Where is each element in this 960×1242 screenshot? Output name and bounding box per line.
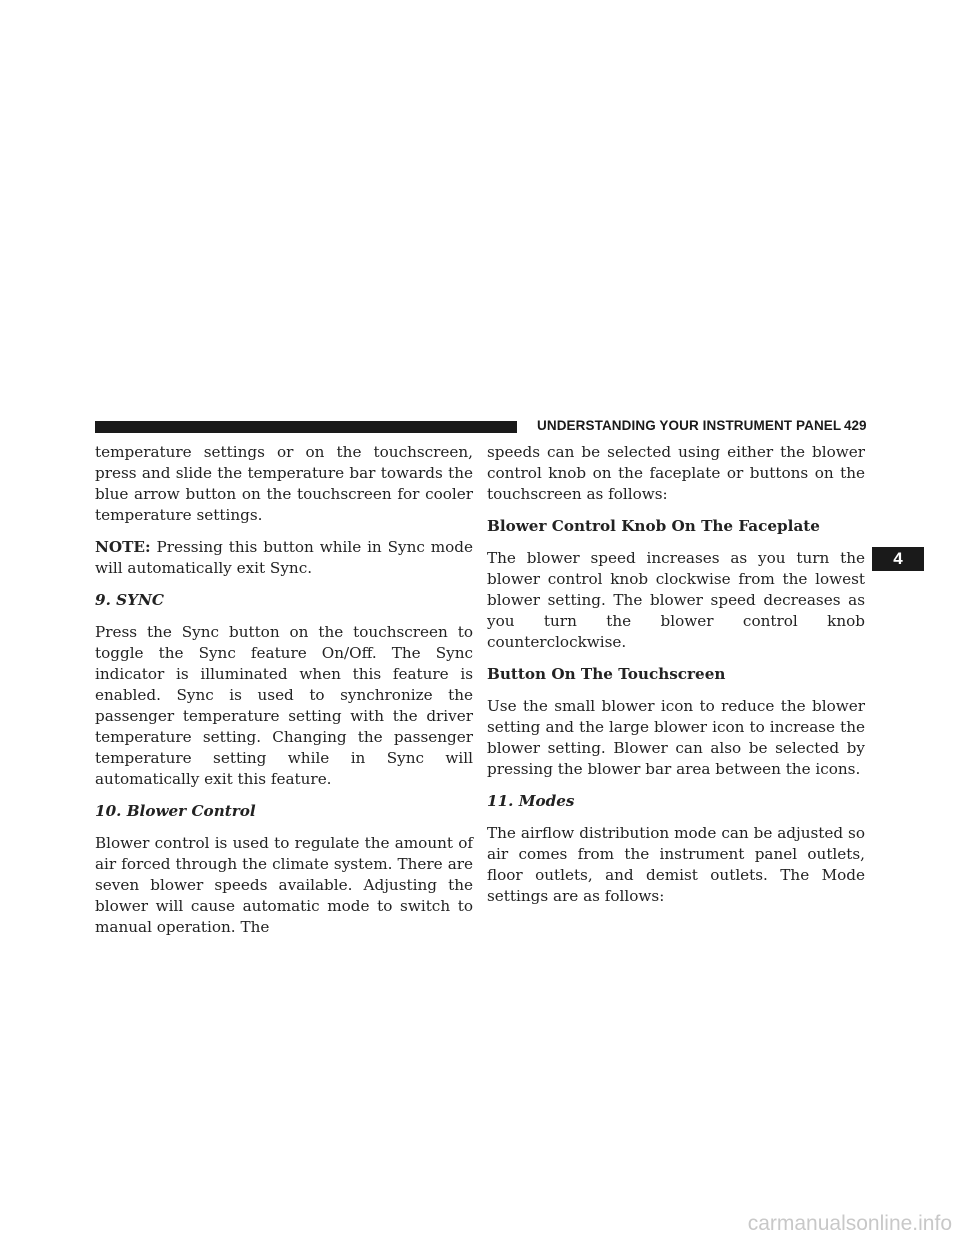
paragraph-blower-knob: The blower speed increases as you turn the blower control knob clockwise from the lowest blower setting. The blower speed decreases as you turn the blower control knob counterclockwise. [487,549,865,651]
heading-blower-control: 10. Blower Control [95,802,256,820]
watermark-text: carmanualsonline.info [747,1212,952,1235]
note-paragraph [95,537,473,579]
chapter-tab: 4 [872,547,924,571]
left-column [95,442,473,949]
note-text: Pressing this button while in Sync mode will automatically exit Sync. [95,538,473,577]
header-rule [95,421,517,433]
paragraph-modes: The airflow distribution mode can be adjusted so air comes from the instrument panel outlets, floor outlets, and demist outlets. The Mode settings are as follows: [487,824,865,905]
paragraph-blower-control: Blower control is used to regulate the amount of air forced through the climate system. There are seven blower speeds available. Adjusting the blower will cause automatic mode to switch to manual operation. The [95,834,473,936]
paragraph-temperature-continued: temperature settings or on the touchscreen, press and slide the temperature bar towards the blue arrow button on the touchscreen for cooler temperature settings. [95,443,473,524]
heading-modes: 11. Modes [487,792,575,810]
paragraph-touchscreen-button: Use the small blower icon to reduce the blower setting and the large blower icon to increase the blower setting. Blower can also be selected by pressing the blower bar area between the icons. [487,697,865,778]
heading-sync: 9. SYNC [95,591,164,609]
paragraph-sync: Press the Sync button on the touchscreen to toggle the Sync feature On/Off. The Sync indicator is illuminated when this feature is enabled. Sync is used to synchronize the passenger temperature setting with the driver temperature setting. Changing the passenger temperature setting while in Sync will automatically exit this feature. [95,623,473,788]
right-column [487,442,865,918]
running-header-title: UNDERSTANDING YOUR INSTRUMENT PANEL [537,418,842,433]
heading-touchscreen-button: Button On The Touchscreen [487,665,726,683]
page-number: 429 [844,418,867,433]
paragraph-speeds-continued: speeds can be selected using either the blower control knob on the faceplate or buttons on the touchscreen as follows: [487,443,865,503]
heading-blower-knob: Blower Control Knob On The Faceplate [487,517,820,535]
note-label: NOTE: [95,538,151,556]
